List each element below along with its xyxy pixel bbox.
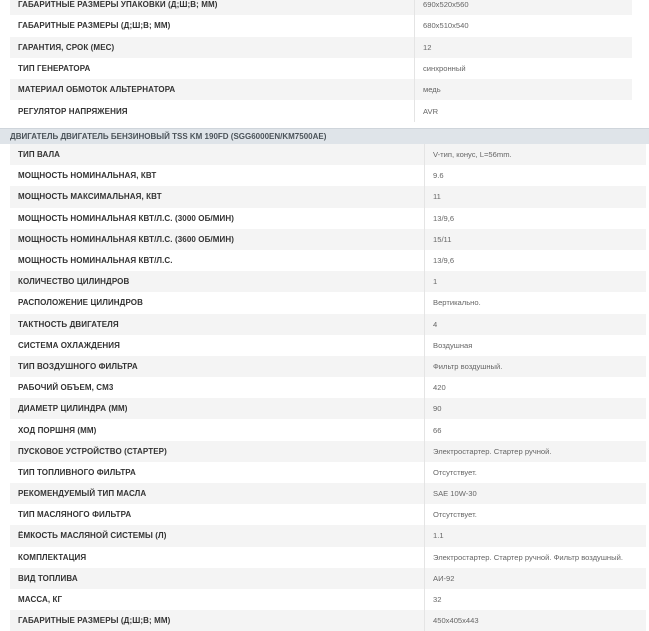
engine-specs-body <box>10 144 646 631</box>
spec-value: Электростартер. Стартер ручной. <box>425 441 647 462</box>
spec-value: 690x520x560 <box>415 0 633 15</box>
spec-row <box>10 525 646 546</box>
spec-label: МАТЕРИАЛ ОБМОТОК АЛЬТЕРНАТОРА <box>10 79 415 100</box>
spec-row <box>10 483 646 504</box>
spec-value: 11 <box>425 186 647 207</box>
spec-value: 4 <box>425 314 647 335</box>
spec-label: ГАБАРИТНЫЕ РАЗМЕРЫ УПАКОВКИ (Д;Ш;В; ММ) <box>10 0 415 15</box>
engine-section-header: ДВИГАТЕЛЬ ДВИГАТЕЛЬ БЕНЗИНОВЫЙ TSS KM 190FD (SGG6000EN/KM7500AE) <box>0 128 649 144</box>
spec-row <box>10 165 646 186</box>
spec-row <box>10 250 646 271</box>
spec-label: ТИП МАСЛЯНОГО ФИЛЬТРА <box>10 504 425 525</box>
spec-value: Отсутствует. <box>425 504 647 525</box>
spec-row <box>10 229 646 250</box>
spec-value: 90 <box>425 398 647 419</box>
spec-value: Электростартер. Стартер ручной. Фильтр воздушный. <box>425 547 647 568</box>
spec-value: SAE 10W-30 <box>425 483 647 504</box>
spec-row <box>10 37 632 58</box>
spec-value: 13/9,6 <box>425 250 647 271</box>
spec-row <box>10 398 646 419</box>
spec-value: медь <box>415 79 633 100</box>
spec-row <box>10 377 646 398</box>
spec-value: V-тип, конус, L=56mm. <box>425 144 647 165</box>
spec-row <box>10 58 632 79</box>
spec-row <box>10 568 646 589</box>
spec-label: РАСПОЛОЖЕНИЕ ЦИЛИНДРОВ <box>10 292 425 313</box>
spec-row <box>10 186 646 207</box>
spec-value: 13/9,6 <box>425 208 647 229</box>
spec-label: МОЩНОСТЬ МАКСИМАЛЬНАЯ, КВТ <box>10 186 425 207</box>
spec-label: РЕГУЛЯТОР НАПРЯЖЕНИЯ <box>10 100 415 121</box>
spec-row <box>10 589 646 610</box>
spec-value: 1 <box>425 271 647 292</box>
spec-row <box>10 292 646 313</box>
spec-value: Вертикально. <box>425 292 647 313</box>
spec-row <box>10 504 646 525</box>
spec-row <box>10 335 646 356</box>
spec-label: ГАРАНТИЯ, СРОК (МЕС) <box>10 37 415 58</box>
spec-row <box>10 356 646 377</box>
spec-row <box>10 15 632 36</box>
spec-label: ГАБАРИТНЫЕ РАЗМЕРЫ (Д;Ш;В; ММ) <box>10 610 425 631</box>
spec-value: Отсутствует. <box>425 462 647 483</box>
spec-label: РЕКОМЕНДУЕМЫЙ ТИП МАСЛА <box>10 483 425 504</box>
spec-value: Воздушная <box>425 335 647 356</box>
spec-value: 1.1 <box>425 525 647 546</box>
spec-label: ТИП ТОПЛИВНОГО ФИЛЬТРА <box>10 462 425 483</box>
spec-label: МОЩНОСТЬ НОМИНАЛЬНАЯ КВТ/Л.С. (3600 ОБ/МИН) <box>10 229 425 250</box>
spec-row <box>10 462 646 483</box>
spec-label: КОЛИЧЕСТВО ЦИЛИНДРОВ <box>10 271 425 292</box>
spec-value: 12 <box>415 37 633 58</box>
spec-label: СИСТЕМА ОХЛАЖДЕНИЯ <box>10 335 425 356</box>
spec-label: МОЩНОСТЬ НОМИНАЛЬНАЯ, КВТ <box>10 165 425 186</box>
spec-row <box>10 0 632 15</box>
spec-value: 32 <box>425 589 647 610</box>
spec-label: ТАКТНОСТЬ ДВИГАТЕЛЯ <box>10 314 425 335</box>
spec-value: 420 <box>425 377 647 398</box>
spec-row <box>10 100 632 121</box>
spec-value: АИ-92 <box>425 568 647 589</box>
spec-value: 450x405x443 <box>425 610 647 631</box>
spec-label: ЁМКОСТЬ МАСЛЯНОЙ СИСТЕМЫ (Л) <box>10 525 425 546</box>
spec-value: Фильтр воздушный. <box>425 356 647 377</box>
spec-label: МОЩНОСТЬ НОМИНАЛЬНАЯ КВТ/Л.С. <box>10 250 425 271</box>
spec-row <box>10 271 646 292</box>
spec-label: КОМПЛЕКТАЦИЯ <box>10 547 425 568</box>
spec-value: синхронный <box>415 58 633 79</box>
spec-value: 15/11 <box>425 229 647 250</box>
spec-label: РАБОЧИЙ ОБЪЕМ, СМ3 <box>10 377 425 398</box>
spec-row <box>10 610 646 631</box>
spec-label: ТИП ВОЗДУШНОГО ФИЛЬТРА <box>10 356 425 377</box>
spec-row <box>10 441 646 462</box>
spec-row <box>10 144 646 165</box>
spec-value: AVR <box>415 100 633 121</box>
spec-row <box>10 547 646 568</box>
spec-row <box>10 208 646 229</box>
generator-specs-table <box>10 0 632 122</box>
spec-label: МАССА, КГ <box>10 589 425 610</box>
spec-value: 66 <box>425 419 647 440</box>
spec-label: ГАБАРИТНЫЕ РАЗМЕРЫ (Д;Ш;В; ММ) <box>10 15 415 36</box>
spec-label: МОЩНОСТЬ НОМИНАЛЬНАЯ КВТ/Л.С. (3000 ОБ/МИН) <box>10 208 425 229</box>
spec-label: ТИП ВАЛА <box>10 144 425 165</box>
spec-row <box>10 79 632 100</box>
spec-label: ХОД ПОРШНЯ (ММ) <box>10 419 425 440</box>
spec-row <box>10 314 646 335</box>
spec-label: ТИП ГЕНЕРАТОРА <box>10 58 415 79</box>
spec-label: ПУСКОВОЕ УСТРОЙСТВО (СТАРТЕР) <box>10 441 425 462</box>
generator-specs-body <box>10 0 632 122</box>
engine-specs-table <box>10 144 646 631</box>
spec-label: ВИД ТОПЛИВА <box>10 568 425 589</box>
spec-value: 680x510x540 <box>415 15 633 36</box>
spec-row <box>10 419 646 440</box>
spec-value: 9.6 <box>425 165 647 186</box>
spec-label: ДИАМЕТР ЦИЛИНДРА (ММ) <box>10 398 425 419</box>
